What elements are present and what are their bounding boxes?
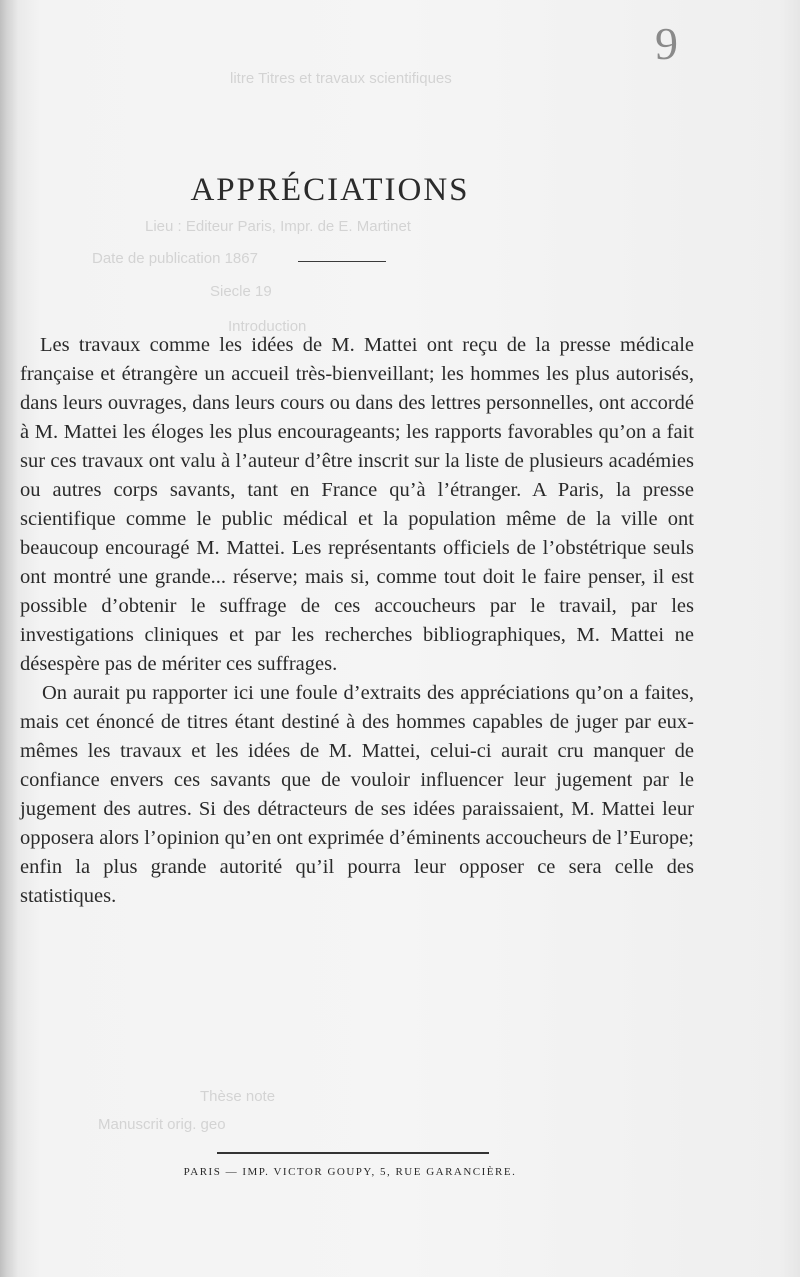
paragraph: On aurait pu rapporter ici une foule d’extraits des appréciations qu’on a faites, mais cet énoncé de titres étant destiné à des hommes capables de juger par eux-mêmes les travaux et les idées de M. Mattei, celui-ci aurait cru manquer de confiance envers ces savants que de vouloir influencer leur jugement par le jugement des autres. Si des détracteurs de ses idées paraissaient, M. Mattei leur opposera alors l’opinion qu’en ont exprimée d’éminents accoucheurs de l’Europe; enfin la plus grande autorité qu’il pourra leur opposer ce sera celle des statistiques. xyxy=(20,682,694,907)
show-through-line: Introduction xyxy=(228,318,307,335)
show-through-line: Siecle 19 xyxy=(210,283,272,300)
show-through-line: Date de publication 1867 xyxy=(92,250,258,267)
title-rule xyxy=(298,261,386,262)
corner-pencil-mark: 9 xyxy=(655,18,678,69)
page-title-text: APPRÉCIATIONS xyxy=(190,172,470,208)
show-through-line: Thèse note xyxy=(200,1088,276,1105)
body-text xyxy=(20,331,694,911)
paragraph: Les travaux comme les idées de M. Mattei ont reçu de la presse médicale française et étrangère un accueil très-bienveillant; les hommes les plus autorisés, dans leurs ouvrages, dans leurs cours ou dans des lettres personnelles, ont accordé à M. Mattei les éloges les plus encourageants; les rapports favorables qu’on a fait sur ces travaux ont valu à l’auteur d’être inscrit sur la liste de plusieurs académies ou autres corps savants, tant en France qu’à l’étranger. A Paris, la presse scientifique comme le public médical et la population même de la ville ont beaucoup encouragé M. Mattei. Les représentants officiels de l’obstétrique seuls ont montré une grande... réserve; mais si, comme tout doit le faire penser, il est possible d’obtenir le suffrage de ces accoucheurs par le travail, par les investigations cliniques et par les recherches bibliographiques, M. Mattei ne désespère pas de mériter ces suffrages. xyxy=(20,334,694,675)
footer-rule xyxy=(217,1152,489,1154)
printer-imprint: PARIS — IMP. VICTOR GOUPY, 5, RUE GARANCIÈRE. xyxy=(183,1166,517,1178)
show-through-line: Lieu : Editeur Paris, Impr. de E. Martinet xyxy=(145,218,411,235)
show-through-line: Manuscrit orig. geo xyxy=(98,1116,226,1133)
page-title xyxy=(0,172,660,209)
show-through-line: litre Titres et travaux scientifiques xyxy=(230,70,452,87)
